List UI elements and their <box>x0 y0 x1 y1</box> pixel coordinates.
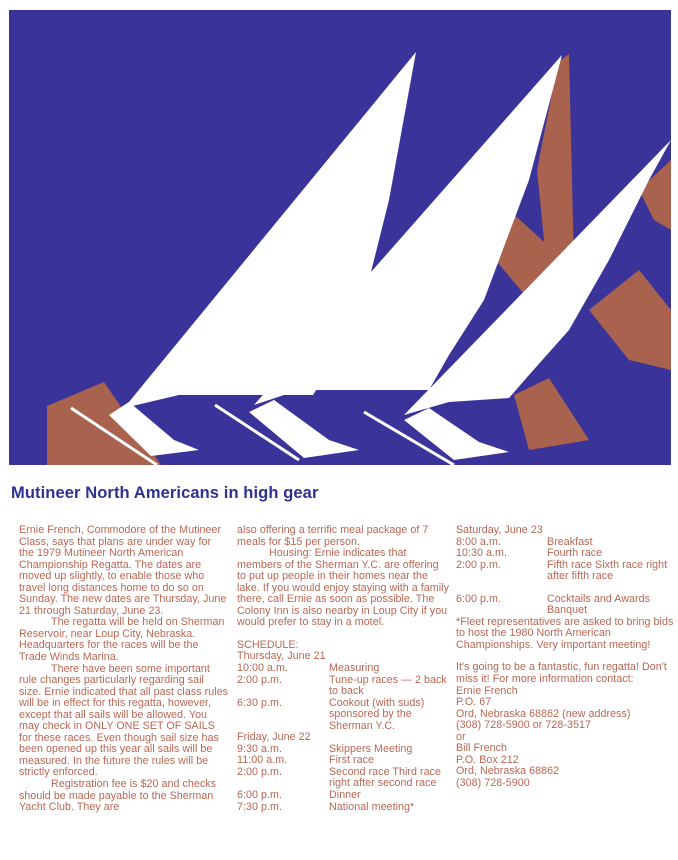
schedule-time: 2:00 p.m. <box>237 673 283 686</box>
schedule-time: 6:30 p.m. <box>237 696 283 709</box>
schedule-time: 10:00 a.m. <box>237 662 288 675</box>
schedule-row <box>237 663 449 675</box>
schedule-row <box>456 548 676 560</box>
paragraph-registration: Registration fee is $20 and checks should be made payable to the Sherman Yacht Club. They are <box>19 778 217 814</box>
schedule-event: Tune-up races — 2 back to back <box>329 673 447 698</box>
schedule-time: 8:00 a.m. <box>456 535 502 548</box>
schedule-row <box>237 790 449 802</box>
schedule-time: 6:00 p.m. <box>456 592 502 605</box>
schedule-event: Measuring <box>329 662 380 675</box>
schedule-day-thursday: Thursday, June 21 <box>237 650 326 663</box>
schedule-event: Cookout (with suds) sponsored by the Sherman Y.C. <box>329 696 425 732</box>
contact2-name: Bill French <box>456 742 508 755</box>
contact2-phone: (308) 728-5900 <box>456 776 530 789</box>
schedule-time: 2:00 p.m. <box>237 765 283 778</box>
article-column-3 <box>456 525 676 789</box>
schedule-event: Fifth race Sixth race right after fifth race <box>547 558 668 583</box>
schedule-time: 9:30 a.m. <box>237 742 283 755</box>
contact2-address1: P.O. Box 212 <box>456 753 519 766</box>
schedule-heading: SCHEDULE: <box>237 638 299 651</box>
schedule-day-friday: Friday, June 22 <box>237 731 311 744</box>
schedule-event: National meeting* <box>329 800 415 813</box>
article-headline: Mutineer North Americans in high gear <box>11 484 319 502</box>
schedule-event: First race <box>329 754 375 767</box>
schedule-row <box>237 675 449 698</box>
schedule-event: Dinner <box>329 789 361 802</box>
paragraph-meals: also offering a terrific meal package of 7 meals for $15 per person. <box>237 524 429 548</box>
schedule-row <box>237 767 449 790</box>
schedule-time: 11:00 a.m. <box>237 754 288 767</box>
contact1-name: Ernie French <box>456 684 518 697</box>
article-column-2 <box>237 525 449 813</box>
contact-or: or <box>456 730 466 743</box>
schedule-row <box>456 594 676 617</box>
contact2-address2: Ord, Nebraska 68862 <box>456 765 560 778</box>
contact1-address2: Ord, Nebraska 68862 (new address) <box>456 707 631 720</box>
paragraph-intro: Ernie French, Commodore of the Mutineer Class, says that plans are under way for the 1979 Mutineer North American Championship Regatta. The dates are moved up slightly, to enable those who travel long distances home to do so on Sunday. The new dates are Thursday, June 21 through Saturday, June 23. <box>19 524 227 617</box>
schedule-row <box>456 560 676 583</box>
schedule-event: Fourth race <box>547 547 603 560</box>
schedule-event: Breakfast <box>547 535 593 548</box>
schedule-event: Skippers Meeting <box>329 742 413 755</box>
contact1-phone: (308) 728-5900 or 728-3517 <box>456 719 591 732</box>
closing-paragraph: It's going to be a fantastic, fun regatta! Don't miss it! For more information contact: <box>456 661 667 686</box>
schedule-time: 10:30 a.m. <box>456 547 507 560</box>
schedule-event: Cocktails and Awards Banquet <box>547 592 650 617</box>
schedule-row <box>237 698 449 733</box>
article-column-1 <box>19 525 229 814</box>
paragraph-location: The regatta will be held on Sherman Reservoir, near Loup City, Nebraska. Headquarters for the races will be the Trade Winds Marina. <box>19 616 225 664</box>
schedule-time: 2:00 p.m. <box>456 558 502 571</box>
footnote: *Fleet representatives are asked to bring bids to host the 1980 North American Championships. Very important meeting! <box>456 615 674 651</box>
paragraph-housing: Housing: Ernie indicates that members of the Sherman Y.C. are offering to put up people in their homes near the lake. If you would enjoy staying with a family there, call Ernie as soon as possible. The Colony Inn is also nearby in Loup City if you would prefer to stay in a motel. <box>237 547 449 629</box>
schedule-time: 7:30 p.m. <box>237 800 283 813</box>
schedule-time: 6:00 p.m. <box>237 789 283 802</box>
schedule-day-saturday: Saturday, June 23 <box>456 524 543 536</box>
contact1-address1: P.O. 67 <box>456 696 492 709</box>
paragraph-rules: There have been some important rule changes particularly regarding sail size. Ernie indicated that all past class rules will be in effect for this regatta, however, except that all sails will be allowed. You may check in ONLY ONE SET OF SAILS for these races. Even though sail size has been opened up this year all sails will be measured. In the future the rules will be strictly enforced. <box>19 662 229 779</box>
schedule-event: Second race Third race right after second race <box>329 765 441 790</box>
schedule-row <box>237 802 449 814</box>
sailboats-illustration <box>9 10 671 465</box>
